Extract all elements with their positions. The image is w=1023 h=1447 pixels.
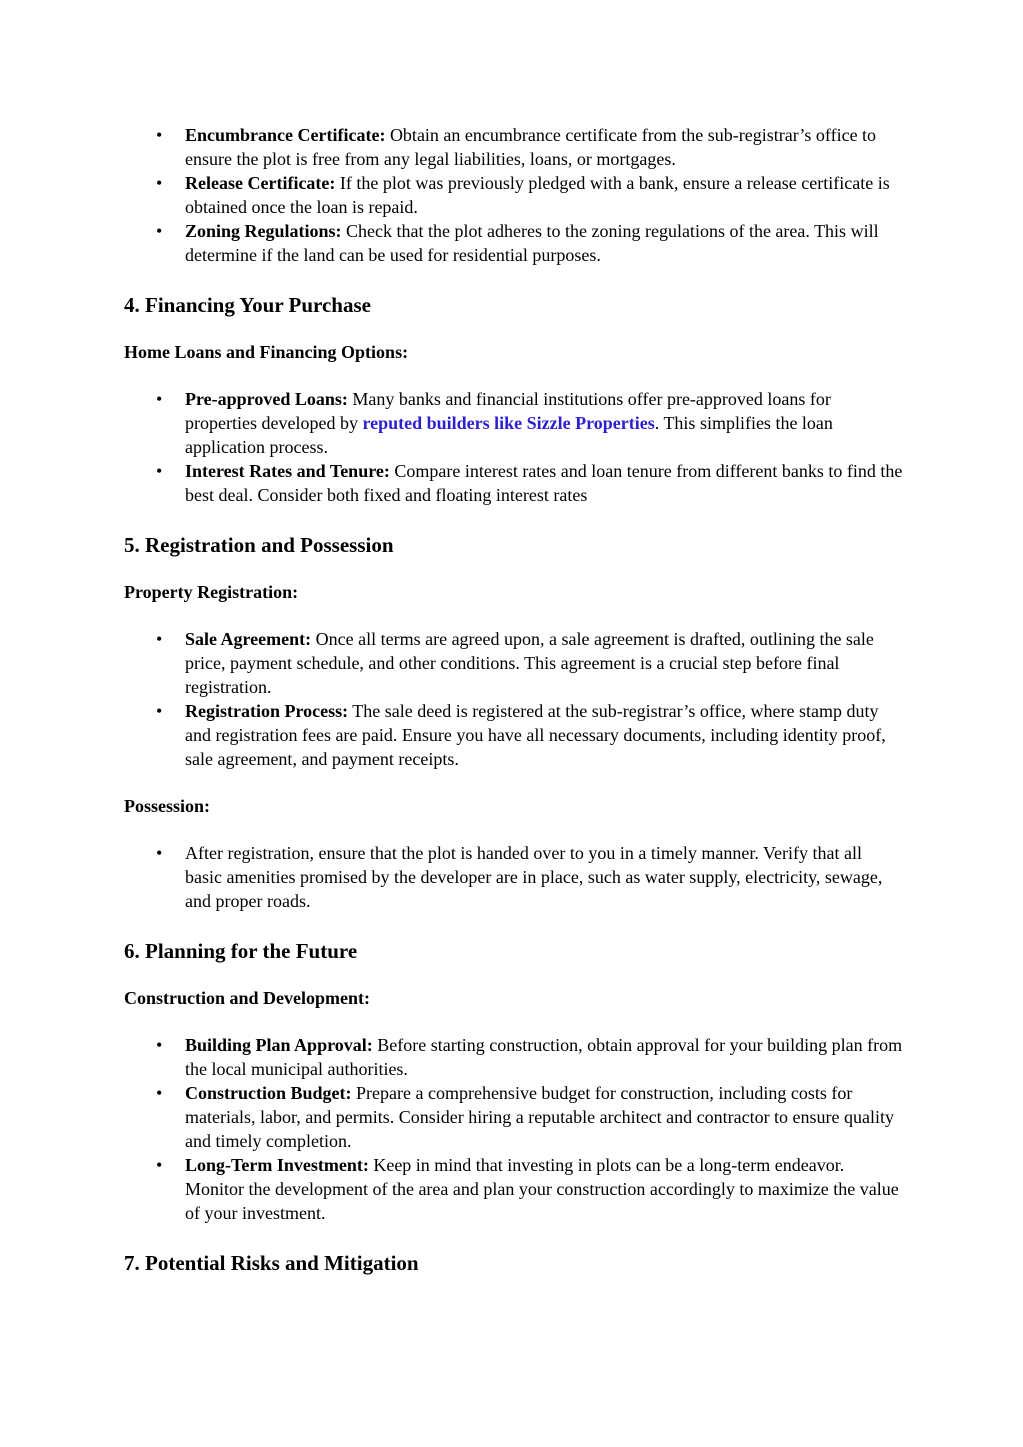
section-heading-registration: 5. Registration and Possession: [124, 533, 394, 557]
list-item-release: [185, 171, 903, 219]
item-text: Many banks and financial institutions offer pre-approved loans for properties developed by: [185, 389, 831, 433]
list-item-building-plan: [185, 1033, 903, 1081]
subheading-construction: Construction and Development:: [124, 988, 370, 1008]
financing-bullet-list: [124, 387, 903, 507]
list-item-long-term-investment: [185, 1153, 903, 1225]
term-label: Zoning Regulations:: [185, 221, 342, 241]
section-heading-financing: 4. Financing Your Purchase: [124, 293, 371, 317]
registration-bullet-list: [124, 627, 903, 771]
item-text: After registration, ensure that the plot is handed over to you in a timely manner. Verify that all basic amenities promised by the developer are in place, such as water supply, electricity, sewage, and proper roads.: [185, 843, 883, 911]
item-text: The sale deed is registered at the sub-registrar’s office, where stamp duty and registration fees are paid. Ensure you have all necessary documents, including identity proof, sale agreement, and payment receipts.: [185, 701, 886, 769]
item-text: Compare interest rates and loan tenure from different banks to find the best deal. Consider both fixed and floating interest rates: [185, 461, 903, 505]
term-label: Pre-approved Loans:: [185, 389, 348, 409]
item-text: Check that the plot adheres to the zoning regulations of the area. This will determine if the land can be used for residential purposes.: [185, 221, 879, 265]
construction-bullet-list: [124, 1033, 903, 1225]
item-text: Before starting construction, obtain approval for your building plan from the local municipal authorities.: [185, 1035, 903, 1079]
list-item-sale-agreement: [185, 627, 903, 699]
list-item-interest-rates: [185, 459, 903, 507]
list-item-encumbrance: [185, 123, 903, 171]
term-label: Construction Budget:: [185, 1083, 352, 1103]
section-heading-planning: 6. Planning for the Future: [124, 939, 358, 963]
subheading-home-loans: Home Loans and Financing Options:: [124, 342, 409, 362]
possession-bullet-list: [124, 841, 903, 913]
list-item-zoning: [185, 219, 903, 267]
item-text: If the plot was previously pledged with a bank, ensure a release certificate is obtained once the loan is repaid.: [185, 173, 890, 217]
list-item-possession: [185, 841, 903, 913]
item-text: Obtain an encumbrance certificate from the sub-registrar’s office to ensure the plot is free from any legal liabilities, loans, or mortgages.: [185, 125, 877, 169]
subheading-property-registration: Property Registration:: [124, 582, 299, 602]
term-label: Encumbrance Certificate:: [185, 125, 386, 145]
term-label: Long-Term Investment:: [185, 1155, 369, 1175]
term-label: Interest Rates and Tenure:: [185, 461, 390, 481]
intro-bullet-list: [124, 123, 903, 267]
list-item-preapproved-loans: [185, 387, 903, 459]
section-heading-risks: 7. Potential Risks and Mitigation: [124, 1251, 419, 1275]
item-text: Prepare a comprehensive budget for construction, including costs for materials, labor, and permits. Consider hiring a reputable architect and contractor to ensure quality and timely completion.: [185, 1083, 895, 1151]
item-text: Keep in mind that investing in plots can be a long-term endeavor. Monitor the development of the area and plan your construction accordingly to maximize the value of your investment.: [185, 1155, 899, 1223]
sizzle-properties-link[interactable]: reputed builders like Sizzle Properties: [362, 413, 655, 433]
term-label: Sale Agreement:: [185, 629, 312, 649]
list-item-registration-process: [185, 699, 903, 771]
list-item-construction-budget: [185, 1081, 903, 1153]
term-label: Registration Process:: [185, 701, 349, 721]
term-label: Building Plan Approval:: [185, 1035, 373, 1055]
term-label: Release Certificate:: [185, 173, 336, 193]
item-text: Once all terms are agreed upon, a sale agreement is drafted, outlining the sale price, payment schedule, and other conditions. This agreement is a crucial step before final registration.: [185, 629, 874, 697]
subheading-possession: Possession:: [124, 796, 211, 816]
item-text: . This simplifies the loan application process.: [185, 413, 833, 457]
